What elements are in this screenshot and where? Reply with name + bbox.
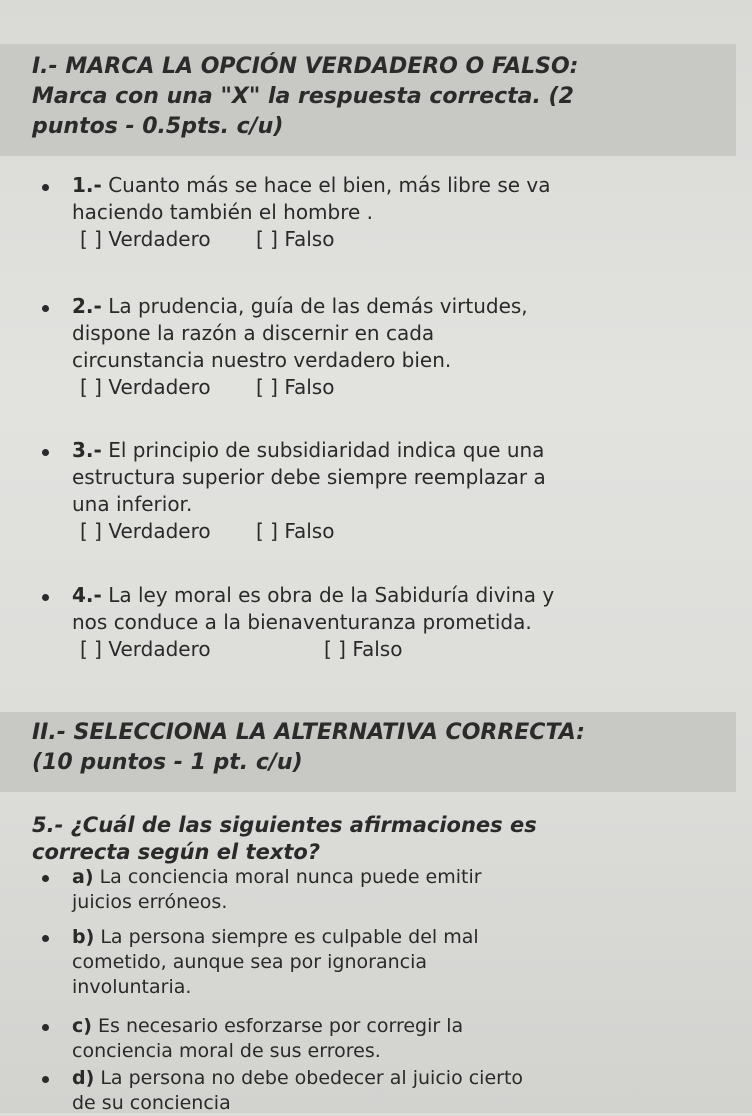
question-text-line: nos conduce a la bienaventuranza prometida. (72, 610, 532, 634)
question-text-line: La prudencia, guía de las demás virtudes, (108, 294, 528, 318)
question-number: 4.- (72, 583, 102, 607)
true-option-checkbox[interactable]: [ ] Verdadero (80, 519, 211, 543)
bullet-icon (42, 935, 49, 942)
alternative-text-line: de su conciencia (72, 1092, 231, 1114)
true-option-checkbox[interactable]: [ ] Verdadero (80, 227, 211, 251)
question-text-line: haciendo también el hombre . (72, 200, 374, 224)
question-number: 1.- (72, 173, 102, 197)
section-1-title-line: I.- MARCA LA OPCIÓN VERDADERO O FALSO: (32, 54, 579, 79)
answer-options (72, 226, 722, 254)
answer-options (72, 636, 722, 664)
section-1-title-line: puntos - 0.5pts. c/u) (32, 114, 284, 139)
section-2-title (32, 718, 585, 778)
question-text-line: El principio de subsidiaridad indica que una (108, 438, 545, 462)
section-1-title (32, 52, 578, 142)
alternative-letter: c) (72, 1015, 92, 1037)
bullet-icon (42, 1076, 49, 1083)
question-text-line: una inferior. (72, 492, 193, 516)
section-2-title-line: (10 puntos - 1 pt. c/u) (32, 750, 303, 775)
alternative-text-line: Es necesario esforzarse por corregir la (98, 1015, 464, 1037)
alternative-b[interactable] (72, 925, 722, 1000)
false-option-checkbox[interactable]: [ ] Falso (256, 375, 335, 399)
alternative-text-line: cometido, aunque sea por ignorancia (72, 951, 427, 973)
question-5-prompt (32, 812, 537, 866)
bullet-icon (42, 875, 49, 882)
alternative-letter: a) (72, 866, 94, 888)
alternative-text-line: conciencia moral de sus errores. (72, 1040, 381, 1062)
bullet-icon (42, 305, 49, 312)
question-1 (72, 172, 722, 254)
question-5-line: 5.- ¿Cuál de las siguientes afirmaciones es (32, 813, 537, 837)
bullet-icon (42, 449, 49, 456)
question-text-line: Cuanto más se hace el bien, más libre se va (108, 173, 551, 197)
false-option-checkbox[interactable]: [ ] Falso (256, 519, 335, 543)
alternative-c[interactable] (72, 1014, 722, 1064)
question-5-line: correcta según el texto? (32, 840, 321, 864)
alternative-d[interactable] (72, 1066, 722, 1116)
bullet-icon (42, 184, 49, 191)
false-option-checkbox[interactable]: [ ] Falso (256, 227, 335, 251)
question-2 (72, 293, 722, 402)
answer-options (72, 518, 722, 546)
true-option-checkbox[interactable]: [ ] Verdadero (80, 375, 211, 399)
question-text-line: circunstancia nuestro verdadero bien. (72, 348, 452, 372)
question-text-line: La ley moral es obra de la Sabiduría divina y (108, 583, 555, 607)
alternative-text-line: juicios erróneos. (72, 891, 228, 913)
alternative-a[interactable] (72, 865, 722, 915)
alternative-text-line: La persona no debe obedecer al juicio cierto (100, 1067, 524, 1089)
section-2-title-line: II.- SELECCIONA LA ALTERNATIVA CORRECTA: (32, 720, 585, 745)
bullet-icon (42, 594, 49, 601)
question-text-line: dispone la razón a discernir en cada (72, 321, 435, 345)
section-1-title-line: Marca con una "X" la respuesta correcta. (2 (32, 84, 574, 109)
alternative-text-line: La conciencia moral nunca puede emitir (99, 866, 482, 888)
question-text-line: estructura superior debe siempre reemplazar a (72, 465, 546, 489)
alternative-text-line: involuntaria. (72, 976, 192, 998)
false-option-checkbox[interactable]: [ ] Falso (324, 637, 403, 661)
question-number: 2.- (72, 294, 102, 318)
question-number: 3.- (72, 438, 102, 462)
bullet-icon (42, 1024, 49, 1031)
alternative-letter: d) (72, 1067, 95, 1089)
question-4 (72, 582, 722, 664)
answer-options (72, 374, 722, 402)
alternative-letter: b) (72, 926, 95, 948)
alternative-text-line: La persona siempre es culpable del mal (100, 926, 479, 948)
true-option-checkbox[interactable]: [ ] Verdadero (80, 637, 211, 661)
question-3 (72, 437, 722, 546)
